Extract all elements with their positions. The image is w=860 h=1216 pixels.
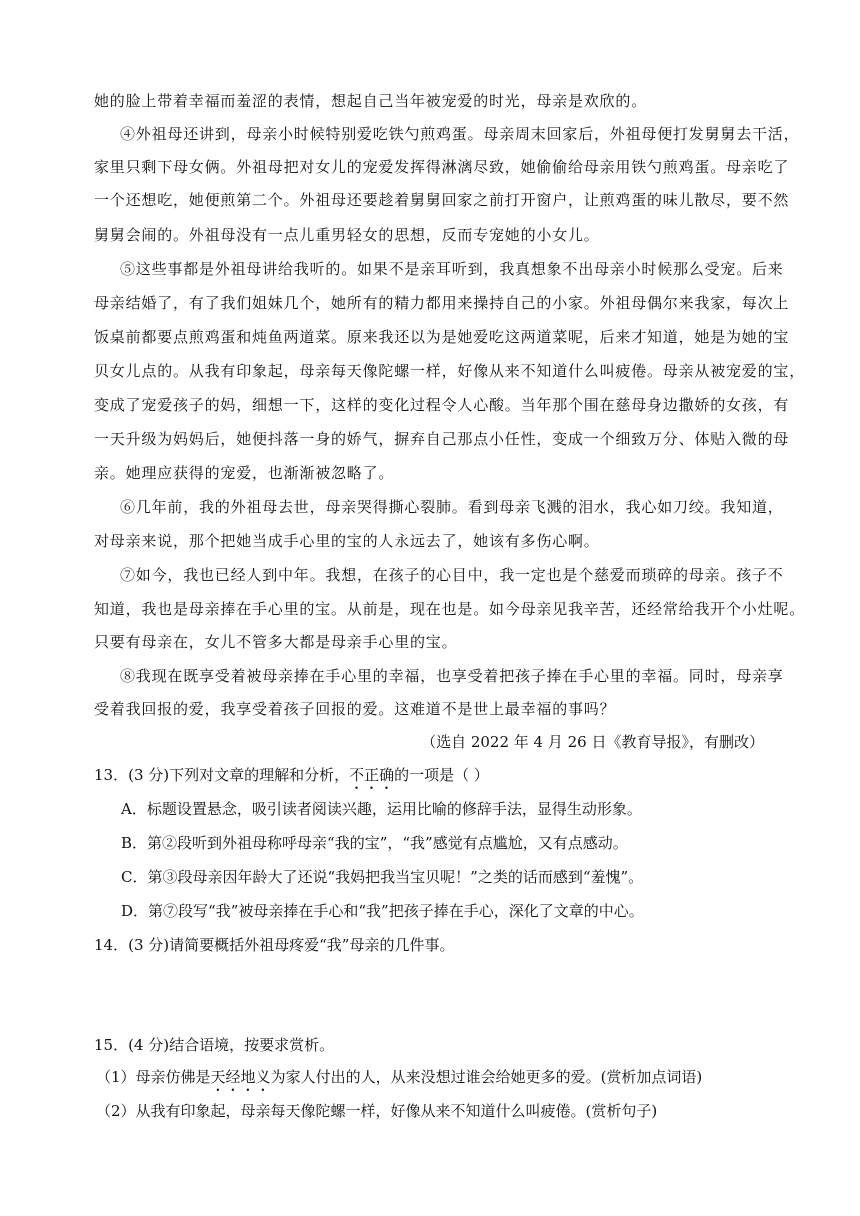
question-14-stem: 14．(3 分)请简要概括外祖母疼爱“我”母亲的几件事。 xyxy=(94,936,455,954)
passage-source: （选自 2022 年 4 月 26 日《教育导报》，有删改） xyxy=(421,733,764,751)
passage-line: 一天升级为妈妈后，她便抖落一身的娇气，摒弃自己那点小任性，变成一个细致万分、体贴入微的母 xyxy=(94,430,790,448)
question-15-sub-1-part: （1）母亲仿佛是 xyxy=(96,1068,211,1086)
emphasized-word: 天经地义 xyxy=(210,1068,271,1086)
question-15-sub-2: （2）从我有印象起，母亲每天像陀螺一样，好像从来不知道什么叫疲倦。(赏析句子) xyxy=(96,1102,658,1120)
passage-line: 对母亲来说，那个把她当成手心里的宝的人永远去了，她该有多伤心啊。 xyxy=(94,532,600,550)
passage-line: 贝女儿点的。从我有印象起，母亲每天像陀螺一样，好像从来不知道什么叫疲倦。母亲从被宠爱的宝， xyxy=(94,362,806,380)
passage-line: ⑧我现在既享受着被母亲捧在手心里的幸福，也享受着把孩子捧在手心里的幸福。同时，母亲享 xyxy=(120,667,784,685)
passage-line: 家里只剩下母女俩。外祖母把对女儿的宠爱发挥得淋漓尽致，她偷偷给母亲用铁勺煎鸡蛋。母亲吃了 xyxy=(94,158,790,176)
passage-line: 只要有母亲在，女儿不管多大都是母亲手心里的宝。 xyxy=(94,633,458,651)
question-15-sub-1-part: 为家人付出的人，从来没想过谁会给她更多的爱。(赏析加点词语) xyxy=(270,1068,703,1086)
passage-line: ⑦如今，我也已经人到中年。我想，在孩子的心目中，我一定也是个慈爱而琐碎的母亲。孩子不 xyxy=(120,566,784,584)
passage-line: ⑥几年前，我的外祖母去世，母亲哭得撕心裂肺。看到母亲飞溅的泪水，我心如刀绞。我知道， xyxy=(120,498,784,516)
passage-line: 受着我回报的爱，我享受着孩子回报的爱。这难道不是世上最幸福的事吗？ xyxy=(94,700,616,718)
question-13-option-a: A．标题设置悬念，吸引读者阅读兴趣，运用比喻的修辞手法，显得生动形象。 xyxy=(121,800,642,818)
question-13-stem-part: 的一项是（ ） xyxy=(394,766,489,784)
question-15-stem: 15．(4 分)结合语境，按要求赏析。 xyxy=(94,1036,335,1054)
passage-line: 饭桌前都要点煎鸡蛋和炖鱼两道菜。原来我还以为是她爱吃这两道菜呢，后来才知道，她是为她的宝 xyxy=(94,328,790,346)
question-15-sub-1 xyxy=(96,1067,702,1095)
question-13-stem xyxy=(94,765,489,793)
passage-line: ④外祖母还讲到，母亲小时候特别爱吃铁勺煎鸡蛋。母亲周末回家后，外祖母便打发舅舅去干活， xyxy=(120,125,800,143)
passage-line: 变成了宠爱孩子的妈，细想一下，这样的变化过程令人心酸。当年那个围在慈母身边撒娇的女孩，有 xyxy=(94,396,790,414)
question-13-option-d: D．第⑦段写“我”被母亲捧在手心和“我”把孩子捧在手心，深化了文章的中心。 xyxy=(121,902,644,920)
passage-line: 她的脸上带着幸福而羞涩的表情，想起自己当年被宠爱的时光，母亲是欢欣的。 xyxy=(94,92,648,110)
passage-line: 知道，我也是母亲捧在手心里的宝。从前是，现在也是。如今母亲见我辛苦，还经常给我开个小灶呢。 xyxy=(94,600,806,618)
passage-line: 一个还想吃，她便煎第二个。外祖母还要趁着舅舅回家之前打开窗户，让煎鸡蛋的味儿散尽，要不然 xyxy=(94,191,790,209)
emphasized-word: 不正确 xyxy=(349,766,395,784)
question-13-option-b: B．第②段听到外祖母称呼母亲“我的宝”，“我”感觉有点尴尬，又有点感动。 xyxy=(121,834,628,852)
passage-line: ⑤这些事都是外祖母讲给我听的。如果不是亲耳听到，我真想象不出母亲小时候那么受宠。后来 xyxy=(120,260,784,278)
passage-line: 母亲结婚了，有了我们姐妹几个，她所有的精力都用来操持自己的小家。外祖母偶尔来我家，每次上 xyxy=(94,294,790,312)
question-13-stem-part: 13．(3 分)下列对文章的理解和分析， xyxy=(94,766,350,784)
question-13-option-c: C．第③段母亲因年龄大了还说“我妈把我当宝贝呢！”之类的话而感到“羞愧”。 xyxy=(121,868,644,886)
passage-line: 舅舅会闹的。外祖母没有一点儿重男轻女的思想，反而专宠她的小女儿。 xyxy=(94,226,600,244)
passage-line: 亲。她理应获得的宠爱，也渐渐被忽略了。 xyxy=(94,464,395,482)
